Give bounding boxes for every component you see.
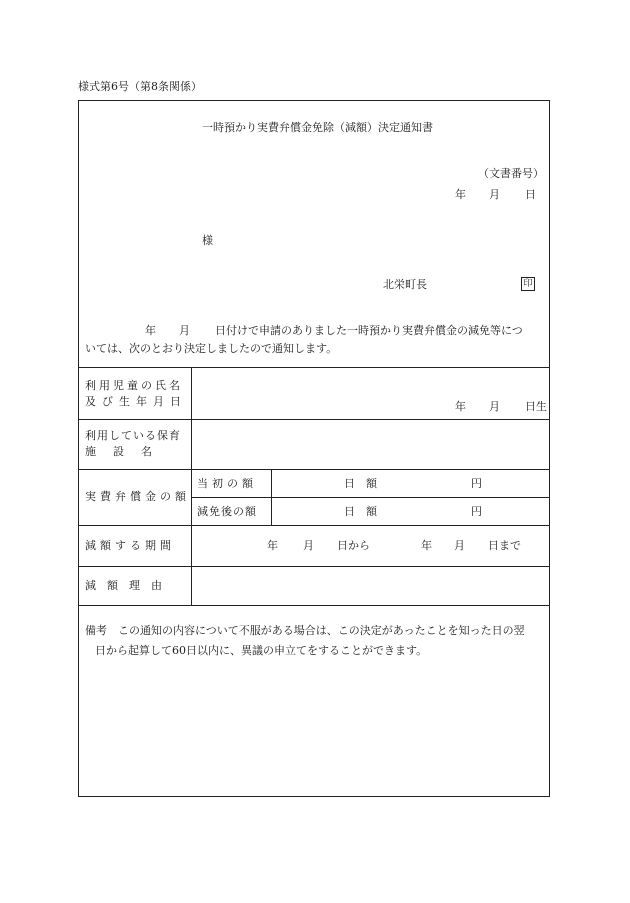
period-start-day: 日から: [337, 539, 370, 552]
row-divider: [79, 605, 549, 606]
issuer-name: 北栄町長: [383, 278, 427, 291]
label-column-divider: [191, 367, 192, 605]
form-number-label: 様式第6号（第8条関係）: [78, 80, 202, 93]
row-divider: [79, 525, 549, 526]
facility-label-line1: 利用している保育: [85, 429, 181, 442]
birth-month: 月: [489, 400, 500, 413]
period-start-month: 月: [303, 539, 314, 552]
document-title: 一時預かり実費弁償金免除（減額）決定通知書: [202, 121, 433, 134]
seal-mark: 印: [521, 277, 535, 291]
initial-daily-label: 日 額: [344, 477, 377, 490]
row-divider: [191, 497, 549, 498]
remarks-line1: 備考 この通知の内容について不服がある場合は、この決定があったことを知った日の翌: [85, 624, 525, 637]
issue-date-month: 月: [489, 188, 500, 201]
period-end-month: 月: [454, 539, 465, 552]
row-divider: [79, 367, 549, 368]
initial-amount-label: 当初の額: [197, 477, 257, 490]
facility-label-line2: 施 設 名: [85, 445, 155, 458]
child-birth-label: 及び生年月日: [85, 395, 187, 408]
remarks-line2: 日から起算して60日以内に、異議の申立てをすることができます。: [95, 644, 428, 657]
row-divider: [79, 419, 549, 420]
intro-month: 月: [179, 324, 190, 337]
period-start-year: 年: [267, 539, 278, 552]
child-name-label: 利用児童の氏名: [85, 379, 183, 392]
notice-form-frame: [78, 100, 550, 797]
addressee-suffix: 様: [202, 234, 213, 247]
row-divider: [79, 469, 549, 470]
reason-label: 減 額 理 由: [85, 579, 162, 592]
period-label: 減額する期間: [85, 539, 175, 552]
amount-column-divider: [271, 469, 272, 525]
reduced-amount-label: 減免後の額: [197, 505, 257, 518]
intro-year: 年: [145, 324, 156, 337]
issue-date-day: 日: [525, 188, 536, 201]
reduced-yen-unit: 円: [471, 505, 482, 518]
document-number: （文書番号）: [478, 167, 544, 180]
amount-label: 実費弁償金の額: [85, 490, 190, 503]
initial-yen-unit: 円: [471, 477, 482, 490]
row-divider: [79, 566, 549, 567]
intro-text-line1: 日付けで申請のありました一時預かり実費弁償金の減免等につ: [215, 324, 523, 337]
reduced-daily-label: 日 額: [344, 505, 377, 518]
intro-text-line2: いては、次のとおり決定しましたので通知します。: [85, 342, 338, 355]
issue-date-year: 年: [455, 188, 466, 201]
period-end-day: 日まで: [488, 539, 521, 552]
birth-year: 年: [455, 400, 466, 413]
birth-day: 日生: [525, 400, 547, 413]
period-end-year: 年: [421, 539, 432, 552]
